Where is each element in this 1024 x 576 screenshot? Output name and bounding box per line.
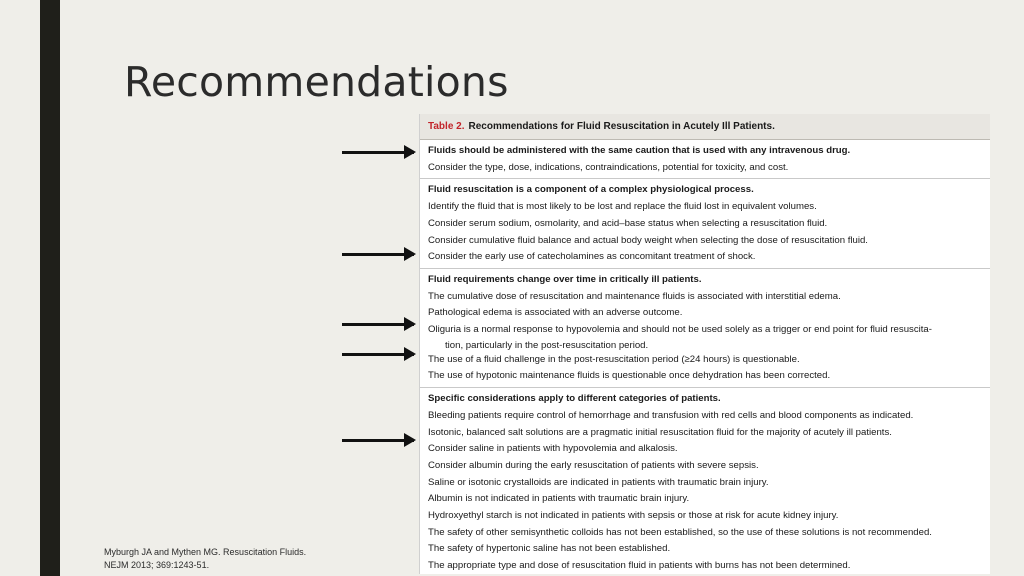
left-accent-bar bbox=[40, 0, 60, 576]
table-row: Pathological edema is associated with an adverse outcome. bbox=[428, 307, 683, 319]
table-row: Bleeding patients require control of hemorrhage and transfusion with red cells and blood components as indicated. bbox=[428, 409, 914, 421]
table-row: The appropriate type and dose of resuscitation fluid in patients with burns has not been determined. bbox=[428, 560, 851, 572]
section-heading: Fluids should be administered with the same caution that is used with any intravenous drug. bbox=[428, 145, 851, 156]
table-row: Consider cumulative fluid balance and actual body weight when selecting the dose of resuscitation fluid. bbox=[428, 234, 868, 246]
citation-line: Myburgh JA and Mythen MG. Resuscitation Fluids. bbox=[104, 547, 307, 557]
table-header bbox=[420, 114, 990, 140]
table-section bbox=[420, 387, 990, 574]
recommendations-table bbox=[419, 114, 990, 574]
pointer-arrow-icon bbox=[342, 151, 414, 154]
table-row: Consider saline in patients with hypovolemia and alkalosis. bbox=[428, 443, 678, 455]
table-section bbox=[420, 268, 990, 387]
table-row: The cumulative dose of resuscitation and maintenance fluids is associated with interstitial edema. bbox=[428, 290, 841, 302]
table-row: Identify the fluid that is most likely to be lost and replace the fluid lost in equivalent volumes. bbox=[428, 201, 817, 213]
table-row: Consider serum sodium, osmolarity, and acid–base status when selecting a resuscitation fluid. bbox=[428, 217, 828, 229]
citation-line: NEJM 2013; 369:1243-51. bbox=[104, 560, 210, 570]
slide-title: Recommendations bbox=[124, 58, 509, 106]
table-row: The use of a fluid challenge in the post-resuscitation period (≥24 hours) is questionable. bbox=[428, 353, 800, 365]
table-number: Table 2. bbox=[428, 121, 465, 132]
citation bbox=[104, 546, 306, 572]
pointer-arrow-icon bbox=[342, 353, 414, 356]
section-heading: Specific considerations apply to different categories of patients. bbox=[428, 393, 721, 405]
table-row: Albumin is not indicated in patients with traumatic brain injury. bbox=[428, 493, 690, 505]
table-row: Consider the type, dose, indications, contraindications, potential for toxicity, and cost. bbox=[428, 161, 789, 173]
table-title: Recommendations for Fluid Resuscitation in Acutely Ill Patients. bbox=[468, 121, 775, 132]
table-row: Consider the early use of catecholamines as concomitant treatment of shock. bbox=[428, 251, 756, 263]
table-row: Isotonic, balanced salt solutions are a pragmatic initial resuscitation fluid for the majority of acutely ill patients. bbox=[428, 426, 892, 438]
table-row: The safety of other semisynthetic colloids has not been established, so the use of these solutions is not recommended. bbox=[428, 526, 932, 538]
table-row: The safety of hypertonic saline has not been established. bbox=[428, 543, 671, 555]
table-row: Oliguria is a normal response to hypovolemia and should not be used solely as a trigger or end point for fluid resuscita- bbox=[428, 324, 932, 336]
table-section bbox=[420, 140, 990, 178]
table-row-continuation: tion, particularly in the post-resuscitation period. bbox=[445, 339, 649, 351]
section-heading: Fluid resuscitation is a component of a complex physiological process. bbox=[428, 184, 754, 196]
table-row: Hydroxyethyl starch is not indicated in patients with sepsis or those at risk for acute kidney injury. bbox=[428, 510, 839, 522]
table-row: Consider albumin during the early resuscitation of patients with severe sepsis. bbox=[428, 459, 759, 471]
pointer-arrow-icon bbox=[342, 439, 414, 442]
pointer-arrow-icon bbox=[342, 323, 414, 326]
section-heading: Fluid requirements change over time in critically ill patients. bbox=[428, 273, 702, 285]
table-section bbox=[420, 178, 990, 268]
table-row: Saline or isotonic crystalloids are indicated in patients with traumatic brain injury. bbox=[428, 476, 769, 488]
table-row: The use of hypotonic maintenance fluids is questionable once dehydration has been corrected. bbox=[428, 370, 831, 382]
pointer-arrow-icon bbox=[342, 253, 414, 256]
